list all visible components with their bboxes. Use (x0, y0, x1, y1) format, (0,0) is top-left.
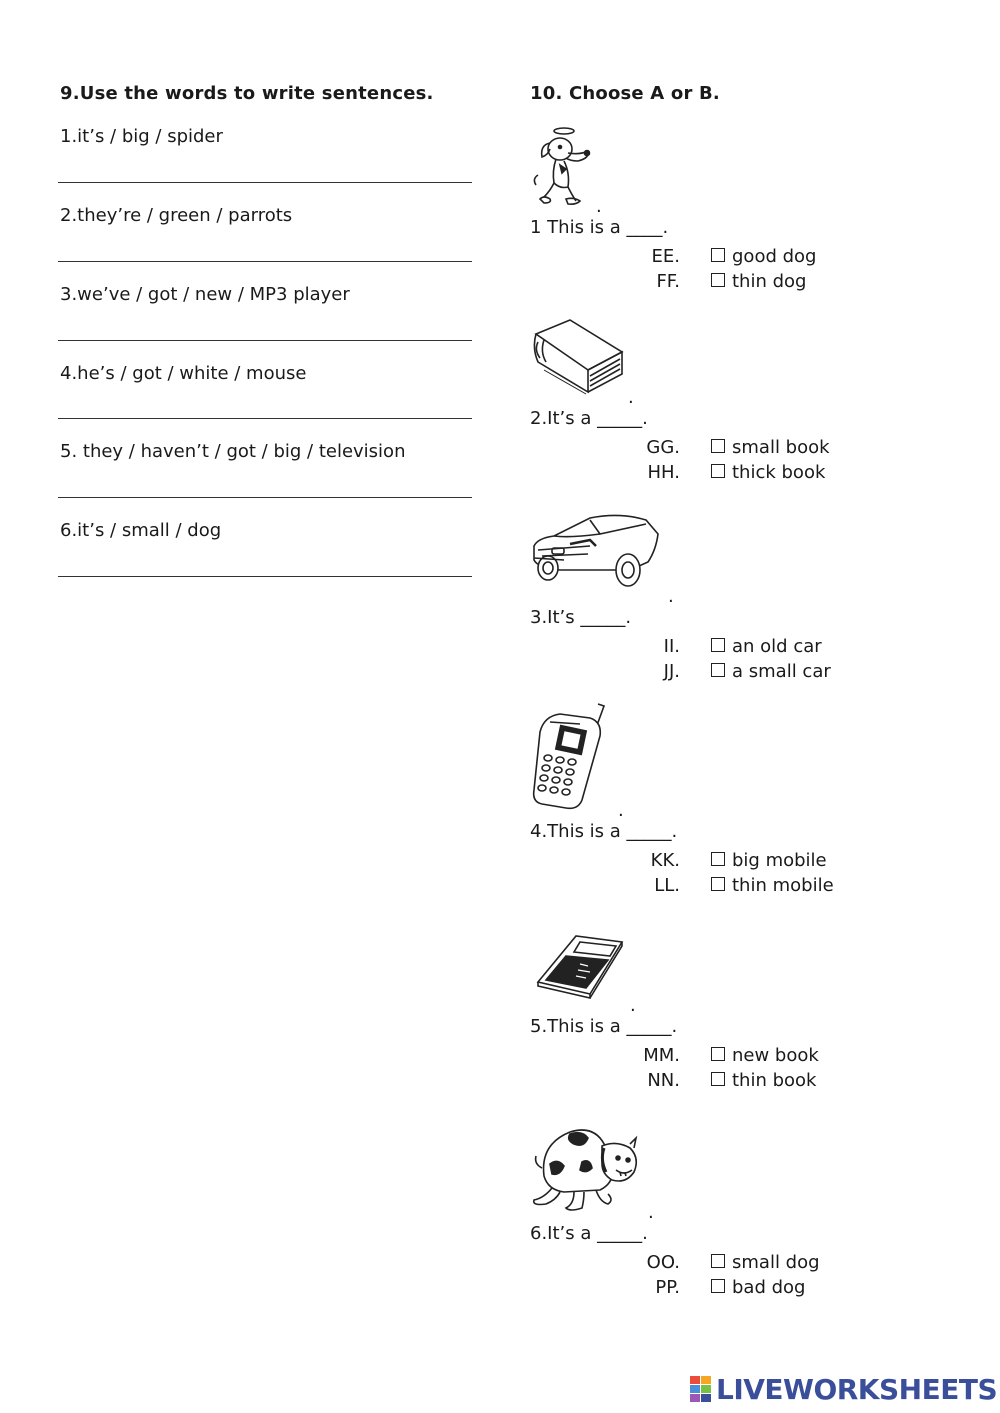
thin-book-icon (530, 930, 626, 1000)
option-label: thick book (732, 462, 826, 483)
checkbox-icon[interactable] (711, 663, 725, 677)
option-label: thin dog (732, 271, 807, 292)
option-letter-ee: EE. (651, 246, 680, 267)
sentence-prompt-6: 6.it’s / small / dog (60, 520, 222, 541)
checkbox-icon[interactable] (711, 877, 725, 891)
sentence-prompt-4: 4.he’s / got / white / mouse (60, 363, 307, 384)
section-10-heading: 10. Choose A or B. (530, 83, 720, 104)
image-dot-6: . (648, 1202, 654, 1223)
option-bad-dog[interactable] (711, 1277, 805, 1298)
question-prompt-1: 1 This is a ____. (530, 217, 669, 238)
option-label: an old car (732, 636, 822, 657)
option-label: a small car (732, 661, 831, 682)
checkbox-icon[interactable] (711, 638, 725, 652)
sentence-prompt-3: 3.we’ve / got / new / MP3 player (60, 284, 350, 305)
option-letter-ff: FF. (656, 271, 680, 292)
question-prompt-4: 4.This is a _____. (530, 821, 678, 842)
liveworksheets-logo (690, 1373, 997, 1405)
option-thin-mobile[interactable] (711, 875, 834, 896)
question-prompt-5: 5.This is a _____. (530, 1016, 678, 1037)
checkbox-icon[interactable] (711, 1279, 725, 1293)
checkbox-icon[interactable] (711, 464, 725, 478)
option-label: small book (732, 437, 830, 458)
checkbox-icon[interactable] (711, 1047, 725, 1061)
sentence-prompt-5: 5. they / haven’t / got / big / television (60, 441, 406, 462)
option-big-mobile[interactable] (711, 850, 827, 871)
option-thick-book[interactable] (711, 462, 825, 483)
question-prompt-2: 2.It’s a _____. (530, 408, 648, 429)
image-dot-4: . (618, 800, 624, 821)
option-small-book[interactable] (711, 437, 830, 458)
image-dot-2: . (628, 387, 634, 408)
option-label: small dog (732, 1252, 820, 1273)
option-label: big mobile (732, 850, 827, 871)
thick-book-icon (530, 318, 626, 396)
option-letter-ii: II. (663, 636, 680, 657)
option-letter-mm: MM. (643, 1045, 680, 1066)
option-small-car[interactable] (711, 661, 831, 682)
checkbox-icon[interactable] (711, 248, 725, 262)
option-label: thin mobile (732, 875, 834, 896)
checkbox-icon[interactable] (711, 1254, 725, 1268)
answer-line-6[interactable] (58, 576, 472, 577)
sentence-prompt-2: 2.they’re / green / parrots (60, 205, 293, 226)
option-letter-gg: GG. (646, 437, 680, 458)
checkbox-icon[interactable] (711, 852, 725, 866)
option-letter-ll: LL. (654, 875, 680, 896)
option-letter-kk: KK. (650, 850, 680, 871)
option-label: bad dog (732, 1277, 806, 1298)
option-letter-hh: HH. (647, 462, 680, 483)
question-prompt-3: 3.It’s _____. (530, 607, 632, 628)
image-dot-1: . (596, 196, 602, 217)
option-letter-jj: JJ. (663, 661, 680, 682)
big-mobile-icon (530, 702, 612, 812)
option-label: good dog (732, 246, 817, 267)
section-9-heading: 9.Use the words to write sentences. (60, 83, 434, 104)
old-car-icon (530, 510, 660, 592)
checkbox-icon[interactable] (711, 1072, 725, 1086)
answer-line-1[interactable] (58, 182, 472, 183)
bad-dog-icon (530, 1124, 644, 1214)
option-letter-oo: OO. (646, 1252, 680, 1273)
sentence-prompt-1: 1.it’s / big / spider (60, 126, 223, 147)
option-label: thin book (732, 1070, 817, 1091)
option-letter-pp: PP. (655, 1277, 680, 1298)
option-new-book[interactable] (711, 1045, 819, 1066)
image-dot-3: . (668, 586, 674, 607)
option-label: new book (732, 1045, 819, 1066)
option-old-car[interactable] (711, 636, 822, 657)
dog-with-halo-icon (530, 125, 596, 207)
answer-line-3[interactable] (58, 340, 472, 341)
option-good-dog[interactable] (711, 246, 816, 267)
answer-line-4[interactable] (58, 418, 472, 419)
answer-line-5[interactable] (58, 497, 472, 498)
image-dot-5: . (630, 995, 636, 1016)
brand-name: LIVEWORKSHEETS (716, 1372, 998, 1406)
option-thin-book[interactable] (711, 1070, 816, 1091)
answer-line-2[interactable] (58, 261, 472, 262)
question-prompt-6: 6.It’s a _____. (530, 1223, 648, 1244)
option-thin-dog[interactable] (711, 271, 806, 292)
option-letter-nn: NN. (647, 1070, 680, 1091)
checkbox-icon[interactable] (711, 439, 725, 453)
liveworksheets-logo-mark-icon (690, 1376, 712, 1402)
option-small-dog[interactable] (711, 1252, 820, 1273)
checkbox-icon[interactable] (711, 273, 725, 287)
